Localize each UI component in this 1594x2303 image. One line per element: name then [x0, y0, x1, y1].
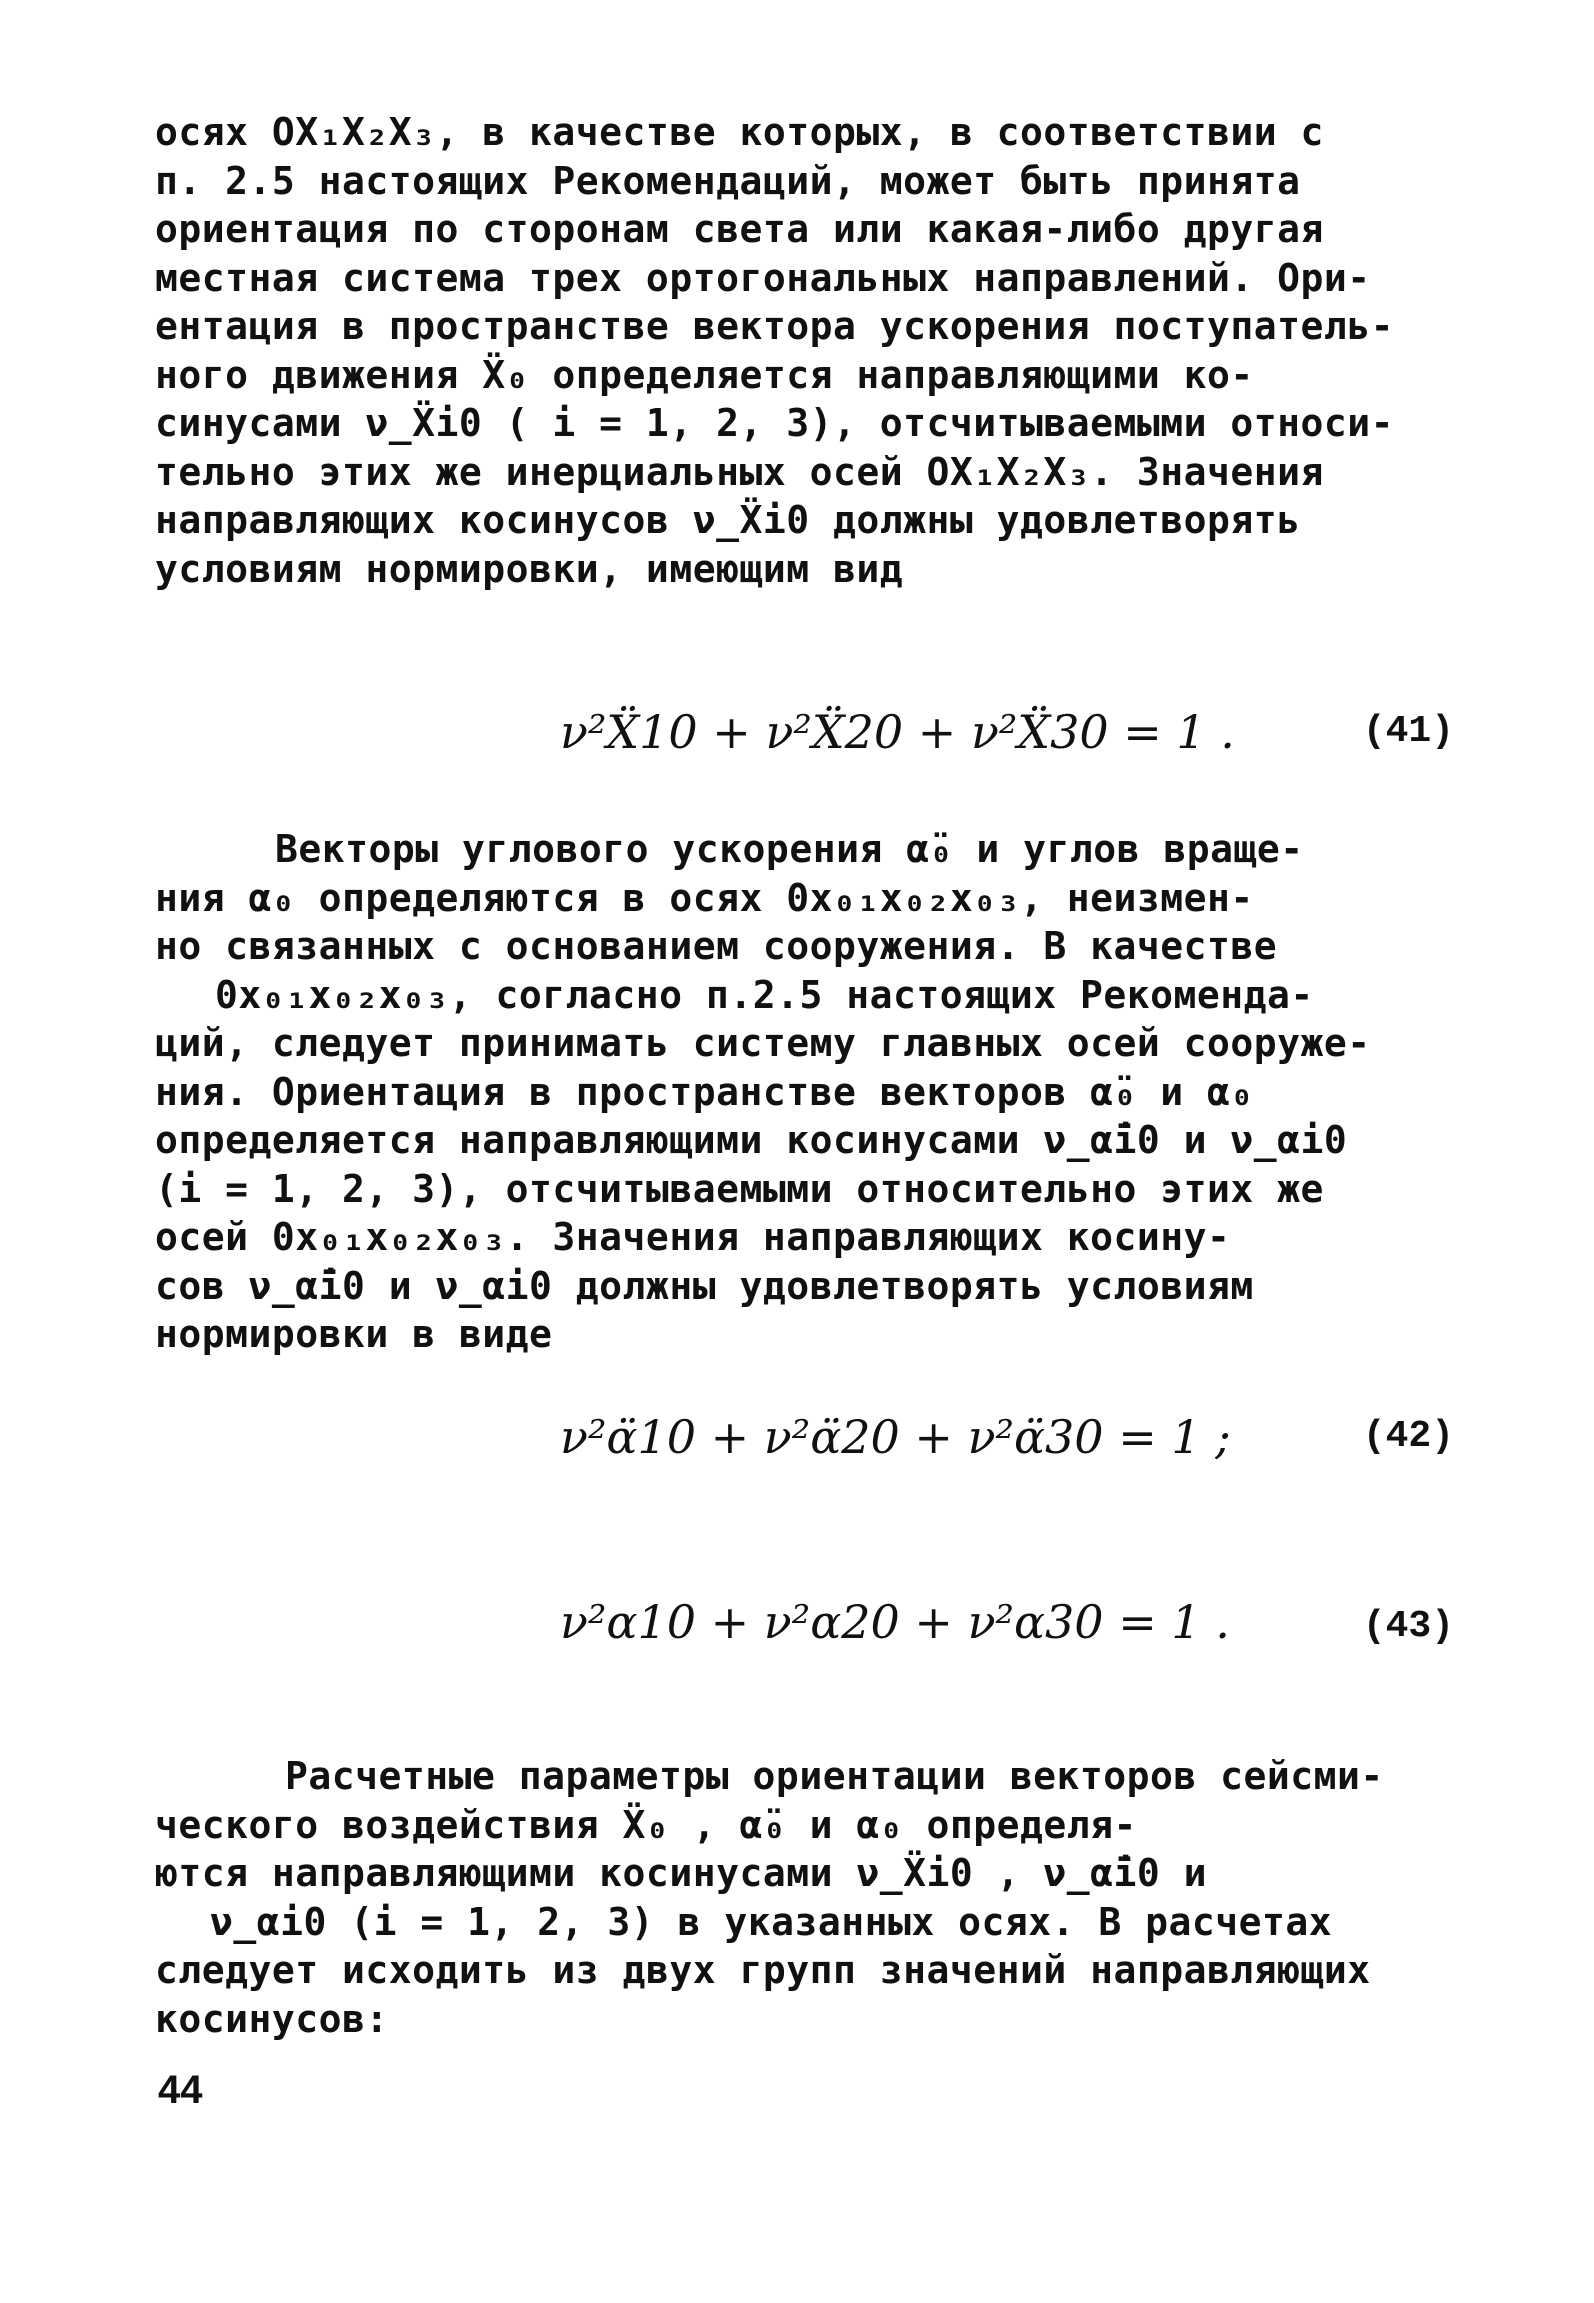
text-line: ций, следует принимать систему главных осей сооруже-	[155, 1021, 1371, 1065]
text-line: ния. Ориентация в пространстве векторов α̈₀ и α₀	[155, 1069, 1254, 1114]
text-line: 0x₀₁x₀₂x₀₃, согласно п.2.5 настоящих Рекоменда-	[215, 972, 1314, 1017]
equation-number-43: (43)	[1362, 1605, 1454, 1648]
text-line: определяется направляющими косинусами ν_α̈i0 и ν_αi0	[155, 1118, 1348, 1162]
text-line: местная система трех ортогональных направлений. Ори-	[155, 255, 1371, 300]
equation-43: ν²α10 + ν²α20 + ν²α30 = 1 .	[560, 1595, 1230, 1649]
text-line: ются направляющими косинусами ν_Ẍi0 , ν_α̈i0 и	[155, 1851, 1208, 1895]
text-line: синусами ν_Ẍi0 ( i = 1, 2, 3), отсчитываемыми относи-	[155, 401, 1395, 445]
text-line: ν_αi0 (i = 1, 2, 3) в указанных осях. В расчетах	[210, 1899, 1333, 1944]
text-line: условиям нормировки, имеющим вид	[155, 546, 904, 591]
text-line: тельно этих же инерциальных осей OX₁X₂X₃. Значения	[155, 449, 1324, 494]
text-line: ния α₀ определяются в осях 0x₀₁x₀₂x₀₃, неизмен-	[155, 875, 1254, 920]
text-line: ческого воздействия Ẍ₀ , α̈₀ и α₀ определя-	[155, 1802, 1137, 1847]
equation-42: ν²α̈10 + ν²α̈20 + ν²α̈30 = 1 ;	[560, 1410, 1231, 1464]
text-line: косинусов:	[155, 1996, 389, 2041]
text-line: ориентация по сторонам света или какая-либо другая	[155, 207, 1324, 251]
text-line: сов ν_α̈i0 и ν_αi0 должны удовлетворять условиям	[155, 1263, 1254, 1308]
text-line: осях OX₁X₂X₃, в качестве которых, в соответствии с	[155, 110, 1324, 154]
equation-number-42: (42)	[1362, 1415, 1454, 1458]
text-line: (i = 1, 2, 3), отсчитываемыми относительно этих же	[155, 1166, 1324, 1211]
text-line: осей 0x₀₁x₀₂x₀₃. Значения направляющих косину-	[155, 1215, 1231, 1259]
text-line: но связанных с основанием сооружения. В качестве	[155, 924, 1278, 968]
text-line: следует исходить из двух групп значений направляющих	[155, 1948, 1371, 1992]
equation-number-41: (41)	[1362, 710, 1454, 753]
paragraph-3	[155, 1752, 1455, 2043]
equation-41: ν²Ẍ10 + ν²Ẍ20 + ν²Ẍ30 = 1 .	[560, 705, 1235, 759]
text-line: п. 2.5 настоящих Рекомендаций, может быть принята	[155, 158, 1301, 203]
text-line: ентация в пространстве вектора ускорения поступатель-	[155, 304, 1395, 348]
text-line: нормировки в виде	[155, 1312, 553, 1356]
text-line: Расчетные параметры ориентации векторов сейсми-	[285, 1754, 1384, 1798]
paragraph-2	[155, 825, 1455, 1359]
text-line: направляющих косинусов ν_Ẍi0 должны удовлетворять	[155, 498, 1301, 542]
page-number: 44	[158, 2068, 203, 2112]
text-line: Векторы углового ускорения α̈₀ и углов враще-	[275, 827, 1304, 871]
text-line: ного движения Ẍ₀ определяется направляющими ко-	[155, 352, 1254, 397]
paragraph-1	[155, 108, 1455, 593]
